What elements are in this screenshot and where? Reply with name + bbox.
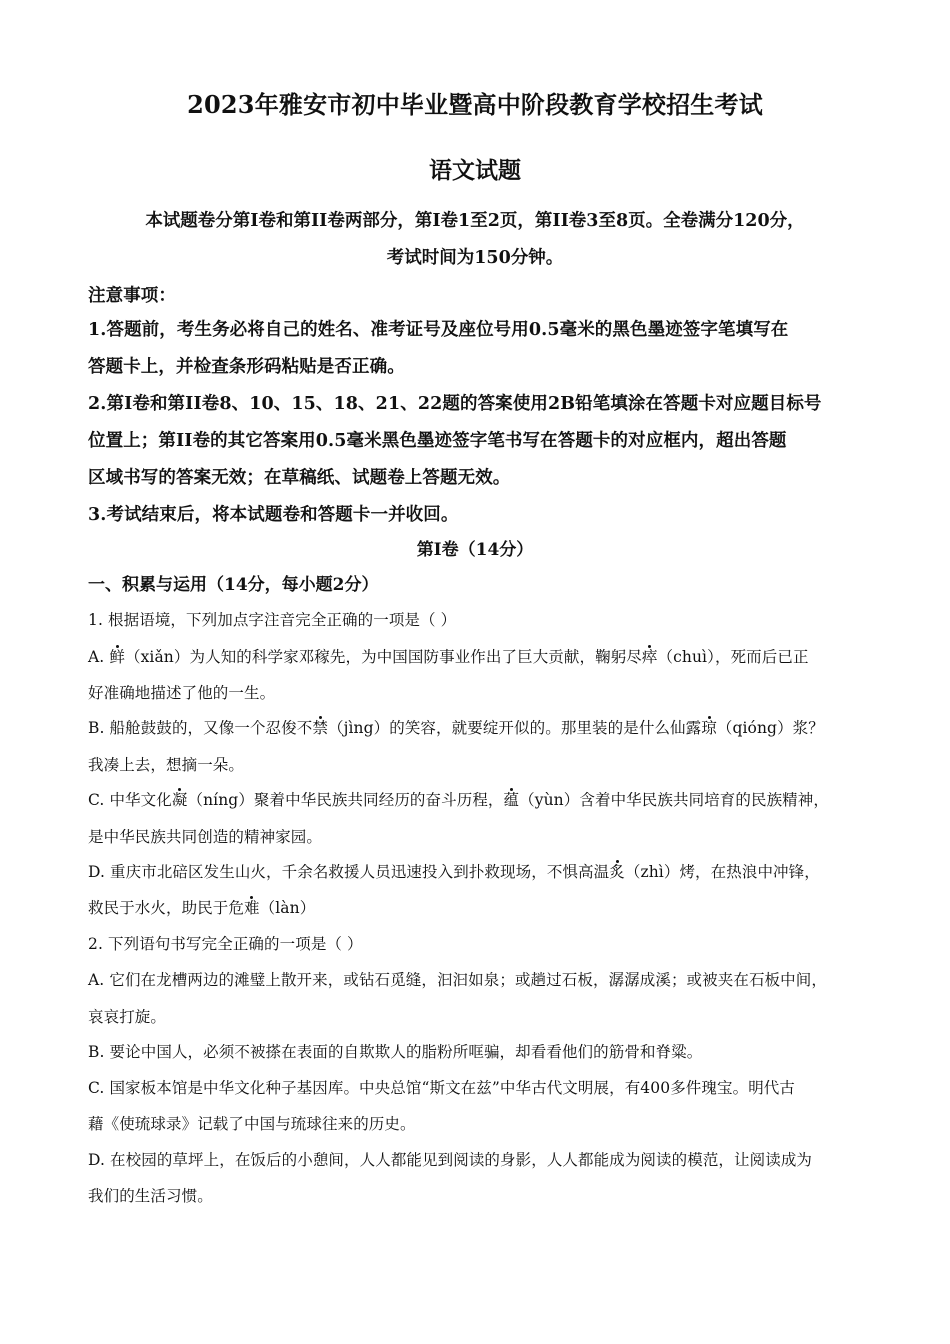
notice-heading: 注意事项：: [88, 286, 176, 306]
dotted-char: 鲜: [109, 648, 125, 666]
option-b-mid: （jìng）的笑容，就要绽开似的。那里装的是什么仙露: [327, 719, 702, 737]
dotted-char: 琼: [701, 719, 717, 737]
question-2-option-d: D. 在校园的草坪上，在饭后的小憩间，人人都能见到阅读的身影，人人都能成为阅读的模范，让阅读成为: [88, 1151, 813, 1169]
dotted-char: 瘁: [641, 648, 658, 666]
option-c-post: （yùn）含着中华民族共同培育的民族精神，: [519, 791, 829, 809]
section-1-heading: 一、积累与运用（14分，每小题2分）: [88, 575, 379, 595]
option-c-prefix: C. 中华文化: [88, 791, 172, 809]
dotted-char: 炙: [609, 863, 625, 881]
notice-item-2-line-2: 位置上；第II卷的其它答案用0.5毫米黑色墨迹签字笔书写在答题卡的对应框内，超出答题: [88, 431, 787, 451]
dotted-char: 禁: [312, 719, 328, 737]
dotted-char: 凝: [171, 791, 188, 809]
option-d-post: （zhì）烤，在热浪中冲锋，: [624, 863, 820, 881]
question-1-option-a-cont: 好准确地描述了他的一生。: [88, 684, 276, 702]
option-a-prefix: A.: [88, 648, 110, 666]
option-b-prefix: B. 船舱鼓鼓的，又像一个忍俊不: [88, 719, 313, 737]
question-1-option-b-cont: 我凑上去，想摘一朵。: [88, 756, 245, 774]
question-1-option-d: [88, 863, 820, 882]
intro-line-2: 考试时间为150分钟。: [386, 248, 564, 268]
option-c-mid: （níng）聚着中华民族共同经历的奋斗历程，: [187, 791, 504, 809]
question-2-stem: 2. 下列语句书写完全正确的一项是（ ）: [88, 935, 363, 953]
question-2-option-a-cont: 哀哀打旋。: [88, 1008, 167, 1026]
question-1-option-a: [88, 648, 809, 667]
option-a-mid: （xiǎn）为人知的科学家邓稼先，为中国国防事业作出了巨大贡献，鞠躬尽: [124, 648, 642, 666]
question-2-option-c-cont: 藉《使琉球录》记载了中国与琉球往来的历史。: [88, 1115, 416, 1133]
question-2-option-c: C. 国家板本馆是中华文化种子基因库。中央总馆“斯文在兹”中华古代文明展，有400多件瑰宝。明代古: [88, 1079, 795, 1097]
option-a-post: （chuì），死而后已正: [657, 648, 809, 666]
question-2-option-b: B. 要论中国人，必须不被搽在表面的自欺欺人的脂粉所哐骗，却看看他们的筋骨和脊粱。: [88, 1043, 703, 1061]
notice-item-3: 3.考试结束后，将本试题卷和答题卡一并收回。: [88, 505, 459, 525]
question-2-option-d-cont: 我们的生活习惯。: [88, 1187, 213, 1205]
part-1-heading: 第Ⅰ卷（14分）: [416, 540, 534, 560]
question-1-option-b: [88, 719, 824, 738]
option-d-cont-prefix: 救民于水火，助民于危: [88, 899, 245, 917]
dotted-char: 蕴: [503, 791, 520, 809]
question-1-option-c-cont: 是中华民族共同创造的精神家园。: [88, 828, 323, 846]
notice-item-1-line-1: 1.答题前，考生务必将自己的姓名、准考证号及座位号用0.5毫米的黑色墨迹签字笔填写在: [88, 320, 789, 340]
notice-item-2-line-1: 2.第Ⅰ卷和第II卷8、10、15、18、21、22题的答案使用2B铅笔填涂在答题卡对应题目标号: [88, 394, 822, 414]
notice-item-1-line-2: 答题卡上，并检查条形码粘贴是否正确。: [88, 357, 405, 377]
intro-line-1: 本试题卷分第Ⅰ卷和第II卷两部分，第Ⅰ卷1至2页，第II卷3至8页。全卷满分120分，: [145, 211, 805, 231]
exam-title: 2023年雅安市初中毕业暨高中阶段教育学校招生考试: [187, 90, 763, 119]
exam-subtitle: 语文试题: [429, 157, 521, 184]
option-b-post: （qióng）浆？: [716, 719, 824, 737]
option-d-prefix: D. 重庆市北碚区发生山火，千余名救援人员迅速投入到扑救现场，不惧高温: [88, 863, 610, 881]
question-1-stem: 1. 根据语境，下列加点字注音完全正确的一项是（ ）: [88, 611, 457, 629]
question-1-option-c: [88, 791, 829, 810]
notice-item-2-line-3: 区域书写的答案无效；在草稿纸、试题卷上答题无效。: [88, 468, 511, 488]
dotted-char: 难: [244, 899, 260, 917]
option-d-cont-post: （làn）: [259, 899, 316, 917]
question-1-option-d-cont: [88, 899, 315, 918]
question-2-option-a: A. 它们在龙槽两边的滩璧上散开来，或钻石觅缝，汩汩如泉；或趟过石板，潺潺成溪；或被夹在石板中间，: [88, 971, 827, 989]
